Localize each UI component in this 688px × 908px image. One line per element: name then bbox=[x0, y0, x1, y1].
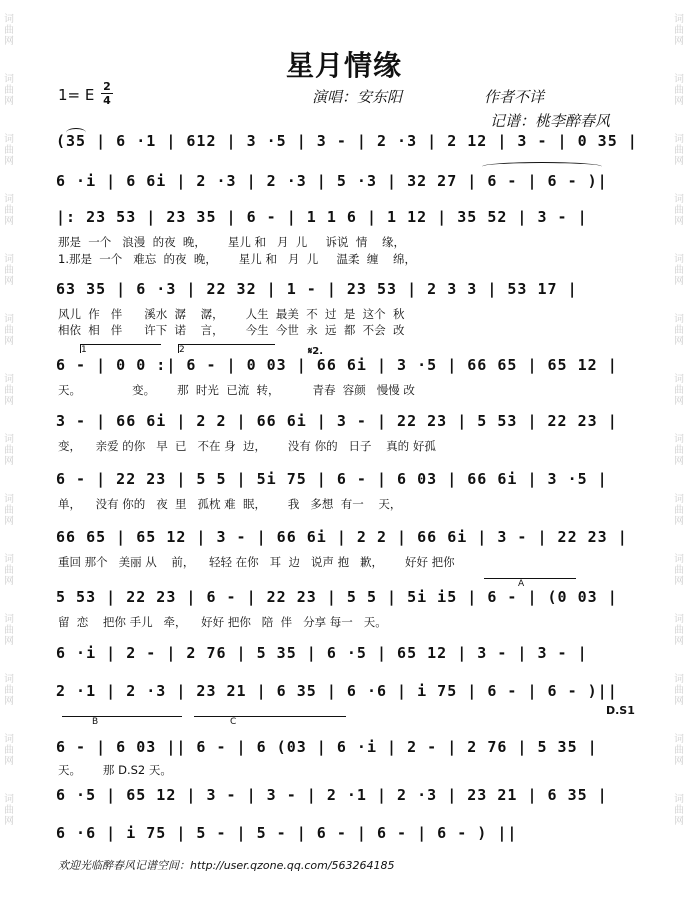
coda-bracket bbox=[484, 578, 576, 587]
watermark-text: 词 曲 网 bbox=[674, 134, 684, 167]
score-row: 6 ·6 | i 75 | 5 - | 5 - | 6 - | 6 - | 6 - ) || bbox=[56, 824, 518, 842]
score-row: 6 - | 0 0 :| 6 - | 0 03 | 66 6i | 3 ·5 | 66 65 | 65 12 | bbox=[56, 356, 618, 374]
watermark-text: 词 曲 网 bbox=[4, 14, 14, 47]
watermark-text: 词 曲 网 bbox=[674, 314, 684, 347]
footer-note: 欢迎光临醉春风记谱空间：http://user.qzone.qq.com/563264185 bbox=[58, 859, 395, 872]
watermark-text: 词 曲 网 bbox=[4, 134, 14, 167]
score-row: 6 ·5 | 65 12 | 3 - | 3 - | 2 ·1 | 2 ·3 | 23 21 | 6 35 | bbox=[56, 786, 608, 804]
lyric-line: 风儿 作 伴 溪水 潺 潺， 人生 最美 不 过 是 这个 秋 bbox=[58, 307, 405, 321]
lyric-line: 天。 那 D.S2 天。 bbox=[58, 763, 172, 777]
coda-b-label: B bbox=[92, 717, 99, 727]
watermark-text: 词 曲 网 bbox=[674, 734, 684, 767]
watermark-text: 词 曲 网 bbox=[674, 194, 684, 227]
ds1-mark: D.S1 bbox=[606, 704, 635, 717]
lyric-line: 1.那是 一个 难忘 的夜 晚， 星儿 和 月 儿 温柔 缠 绵， bbox=[58, 252, 416, 266]
lyric-line: 相依 相 伴 许下 诺 言， 今生 今世 永 远 都 不会 改 bbox=[58, 323, 405, 337]
watermark-text: 词 曲 网 bbox=[4, 434, 14, 467]
score-row: 5 53 | 22 23 | 6 - | 22 23 | 5 5 | 5i i5 | 6 - | (0 03 | bbox=[56, 588, 618, 606]
lyric-line: 留 恋 把你 手儿 牵， 好好 把你 陪 伴 分享 每一 天。 bbox=[58, 615, 387, 629]
watermark-text: 词 曲 网 bbox=[674, 74, 684, 107]
watermark-text: 词 曲 网 bbox=[4, 794, 14, 827]
watermark-text: 词 曲 网 bbox=[4, 554, 14, 587]
score-row: 6 - | 6 03 || 6 - | 6 (03 | 6 ·i | 2 - | 2 76 | 5 35 | bbox=[56, 738, 598, 756]
coda-a-label: A bbox=[518, 579, 525, 589]
score-row: 6 - | 22 23 | 5 5 | 5i 75 | 6 - | 6 03 | 66 6i | 3 ·5 | bbox=[56, 470, 608, 488]
score-row: (35 | 6 ·1 | 612 | 3 ·5 | 3 - | 2 ·3 | 2 12 | 3 - | 0 35 | bbox=[56, 132, 638, 150]
volta-bracket bbox=[80, 344, 161, 353]
slur bbox=[482, 162, 602, 171]
score-row: |: 23 53 | 23 35 | 6 - | 1 1 6 | 1 12 | 35 52 | 3 - | bbox=[56, 208, 588, 226]
time-bottom: 4 bbox=[103, 94, 111, 107]
watermark-text: 词 曲 网 bbox=[674, 494, 684, 527]
score-row: 6 ·i | 6 6i | 2 ·3 | 2 ·3 | 5 ·3 | 32 27 | 6 - | 6 - )| bbox=[56, 172, 608, 190]
score-row: 6 ·i | 2 - | 2 76 | 5 35 | 6 ·5 | 65 12 | 3 - | 3 - | bbox=[56, 644, 588, 662]
singer-credit: 演唱：安东阳 bbox=[312, 88, 403, 106]
slur bbox=[66, 128, 86, 137]
score-row: 63 35 | 6 ·3 | 22 32 | 1 - | 23 53 | 2 3 3 | 53 17 | bbox=[56, 280, 578, 298]
watermark-text: 词 曲 网 bbox=[4, 74, 14, 107]
score-row: 3 - | 66 6i | 2 2 | 66 6i | 3 - | 22 23 | 5 53 | 22 23 | bbox=[56, 412, 618, 430]
lyric-line: 重回 那个 美丽 从 前， 轻轻 在你 耳 边 说声 抱 歉， 好好 把你 bbox=[58, 555, 455, 569]
watermark-text: 词 曲 网 bbox=[4, 194, 14, 227]
lyric-line: 单， 没有 你的 夜 里 孤枕 难 眠， 我 多想 有一 天， bbox=[58, 497, 402, 511]
watermark-text: 词 曲 网 bbox=[4, 734, 14, 767]
key-signature: 1= E bbox=[58, 86, 95, 104]
composer-credit: 作者不详 bbox=[484, 88, 545, 106]
score-row: 2 ·1 | 2 ·3 | 23 21 | 6 35 | 6 ·6 | i 75 | 6 - | 6 - )|| bbox=[56, 682, 618, 700]
time-signature bbox=[100, 80, 114, 107]
watermark-text: 词 曲 网 bbox=[674, 674, 684, 707]
watermark-text: 词 曲 网 bbox=[4, 374, 14, 407]
lyric-line: 天。 变。 那 时光 已流 转， 青春 容颜 慢慢 改 bbox=[58, 383, 415, 397]
transcriber-credit: 记谱：桃李醉春风 bbox=[490, 112, 611, 130]
watermark-text: 词 曲 网 bbox=[4, 614, 14, 647]
watermark-text: 词 曲 网 bbox=[674, 374, 684, 407]
watermark-text: 词 曲 网 bbox=[674, 614, 684, 647]
lyric-line: 变， 亲爱 的你 早 已 不在 身 边， 没有 你的 日子 真的 好孤 bbox=[58, 439, 436, 453]
score-row: 66 65 | 65 12 | 3 - | 66 6i | 2 2 | 66 6i | 3 - | 22 23 | bbox=[56, 528, 628, 546]
lyric-line: 那是 一个 浪漫 的夜 晚， 星儿 和 月 儿 诉说 情 缘， bbox=[58, 235, 405, 249]
watermark-right bbox=[671, 0, 687, 908]
coda-c-label: C bbox=[230, 717, 237, 727]
watermark-text: 词 曲 网 bbox=[674, 434, 684, 467]
volta-1-label: 1 bbox=[81, 345, 87, 355]
song-title: 星月情缘 bbox=[285, 49, 402, 82]
watermark-text: 词 曲 网 bbox=[4, 674, 14, 707]
watermark-text: 词 曲 网 bbox=[674, 554, 684, 587]
segno-mark: 𝄋2. bbox=[308, 346, 324, 357]
watermark-text: 词 曲 网 bbox=[4, 254, 14, 287]
watermark-text: 词 曲 网 bbox=[674, 14, 684, 47]
volta-bracket bbox=[178, 344, 275, 353]
volta-2-label: 2 bbox=[179, 345, 185, 355]
watermark-text: 词 曲 网 bbox=[4, 494, 14, 527]
watermark-text: 词 曲 网 bbox=[674, 254, 684, 287]
coda-bracket bbox=[194, 716, 346, 725]
coda-bracket bbox=[62, 716, 182, 725]
watermark-left bbox=[1, 0, 17, 908]
watermark-text: 词 曲 网 bbox=[4, 314, 14, 347]
time-top: 2 bbox=[103, 80, 111, 93]
watermark-text: 词 曲 网 bbox=[674, 794, 684, 827]
